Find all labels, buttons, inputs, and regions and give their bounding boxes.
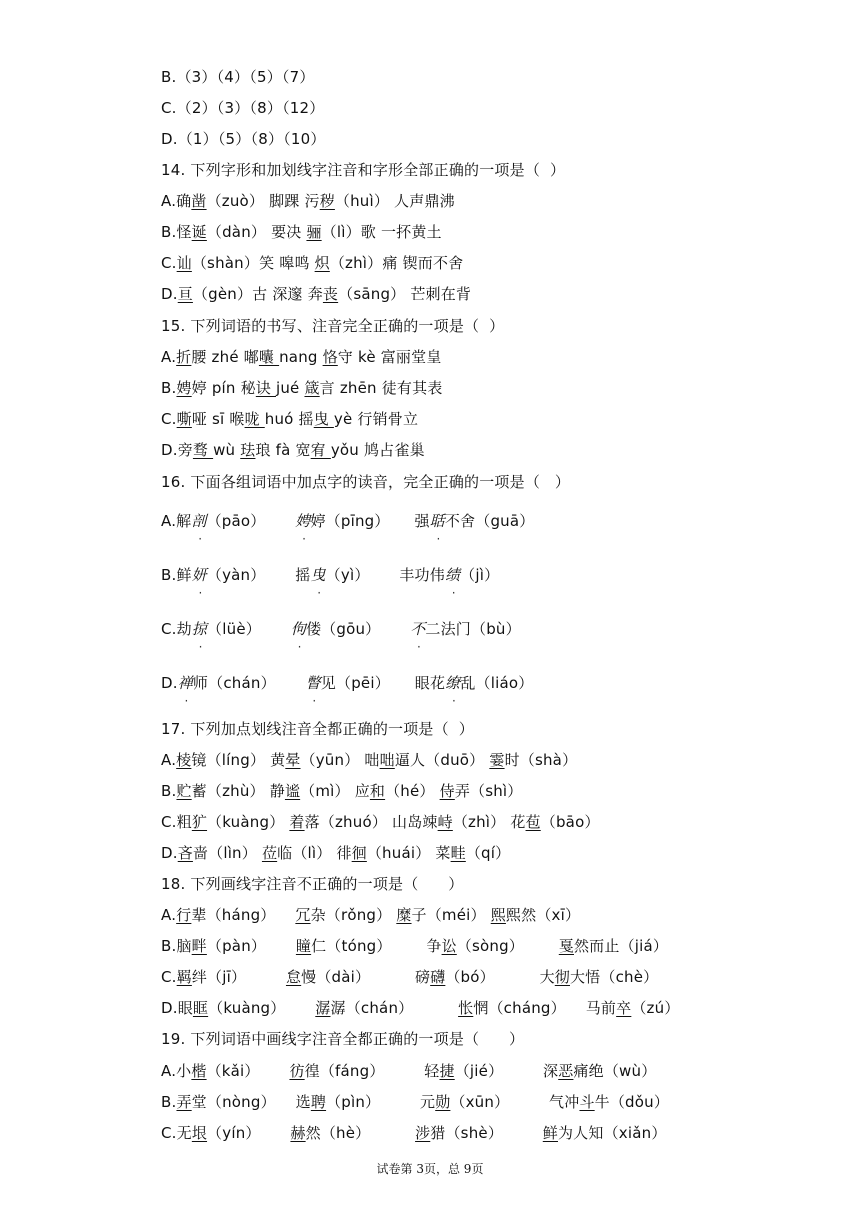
- question-15-stem: 15. 下列词语的书写、注音完全正确的一项是（ ）: [161, 317, 505, 335]
- question-18-option-b: B.脑畔（pàn） 瞳仁（tóng） 争讼（sòng） 戛然而止（jiá）: [161, 937, 669, 955]
- question-14-option-b: B.怪诞（dàn） 要决 骊（lì）歌 一抔黄土: [161, 223, 442, 241]
- option-c-prev: C.（2）（3）（8）（12）: [161, 99, 325, 117]
- question-17-option-d: D.吝啬（lìn） 莅临（lì） 徘徊（huái） 菜畦（qí）: [161, 844, 511, 862]
- question-17-option-c: C.粗犷（kuàng） 着落（zhuó） 山岛竦峙（zhì） 花苞（bāo）: [161, 813, 600, 831]
- question-14-stem: 14. 下列字形和加划线字注音和字形全部正确的一项是（ ）: [161, 161, 566, 179]
- page-footer: 试卷第 3页，总 9页: [376, 1162, 484, 1176]
- question-14-option-a: A.确凿（zuò） 脚踝 污秽（huì） 人声鼎沸: [161, 192, 455, 210]
- question-17-stem: 17. 下列加点划线注音全都正确的一项是（ ）: [161, 720, 474, 738]
- question-18-option-d: D.眼眶（kuàng） 潺潺（chán） 怅惘（cháng） 马前卒（zú）: [161, 999, 680, 1017]
- question-16-stem: 16. 下面各组词语中加点字的读音，完全正确的一项是（ ）: [161, 473, 571, 491]
- question-18-option-a: A.行辈（háng） 冗杂（rǒng） 糜子（méi） 熙熙然（xī）: [161, 906, 581, 924]
- question-15-option-d: D.旁骛 wù 珐琅 fà 宽宥 yǒu 鸠占雀巢: [161, 441, 425, 459]
- question-19-option-c: C.无垠（yín） 赫然（hè） 涉猎（shè） 鲜为人知（xiǎn）: [161, 1124, 667, 1142]
- question-15-option-a: A.折腰 zhé 嘟囔 nang 恪守 kè 富丽堂皇: [161, 348, 442, 366]
- question-19-option-a: A.小楷（kǎi） 彷徨（fáng） 轻捷（jié） 深恶痛绝（wù）: [161, 1062, 657, 1080]
- question-17-option-a: A.棱镜（líng） 黄晕（yūn） 咄咄逼人（duō） 霎时（shà）: [161, 751, 578, 769]
- question-16-option-c: C.劫掠（lüè） 佝偻（gōu） 不二法门（bù）: [161, 620, 521, 638]
- question-19-option-b: B.弄堂（nòng） 选聘（pìn） 元勋（xūn） 气冲斗牛（dǒu）: [161, 1093, 670, 1111]
- option-b-prev: B.（3）（4）（5）（7）: [161, 68, 315, 86]
- question-14-option-c: C.讪（shàn）笑 嗥鸣 炽（zhì）痛 锲而不舍: [161, 254, 464, 272]
- question-18-option-c: C.羁绊（jī） 怠慢（dài） 磅礴（bó） 大彻大悟（chè）: [161, 968, 659, 986]
- question-15-option-b: B.娉婷 pín 秘诀 jué 箴言 zhēn 徒有其表: [161, 379, 443, 397]
- option-d-prev: D.（1）（5）（8）（10）: [161, 130, 326, 148]
- question-18-stem: 18. 下列画线字注音不正确的一项是（ ）: [161, 875, 464, 893]
- question-17-option-b: B.贮蓄（zhù） 静谧（mì） 应和（hé） 侍弄（shì）: [161, 782, 523, 800]
- question-16-option-d: D.禅师（chán） 瞥见（pēi） 眼花缭乱（liáo）: [161, 674, 534, 692]
- question-19-stem: 19. 下列词语中画线字注音全都正确的一项是（ ）: [161, 1030, 525, 1048]
- question-15-option-c: C.嘶哑 sī 喉咙 huó 摇曳 yè 行销骨立: [161, 410, 419, 428]
- question-16-option-b: B.鲜妍（yàn） 摇曳（yì） 丰功伟绩（jì）: [161, 566, 500, 584]
- question-16-option-a: A.解剖（pāo） 娉婷（pīng） 强聒不舍（guā）: [161, 512, 535, 530]
- question-14-option-d: D.亘（gèn）古 深邃 奔丧（sāng） 芒刺在背: [161, 285, 472, 303]
